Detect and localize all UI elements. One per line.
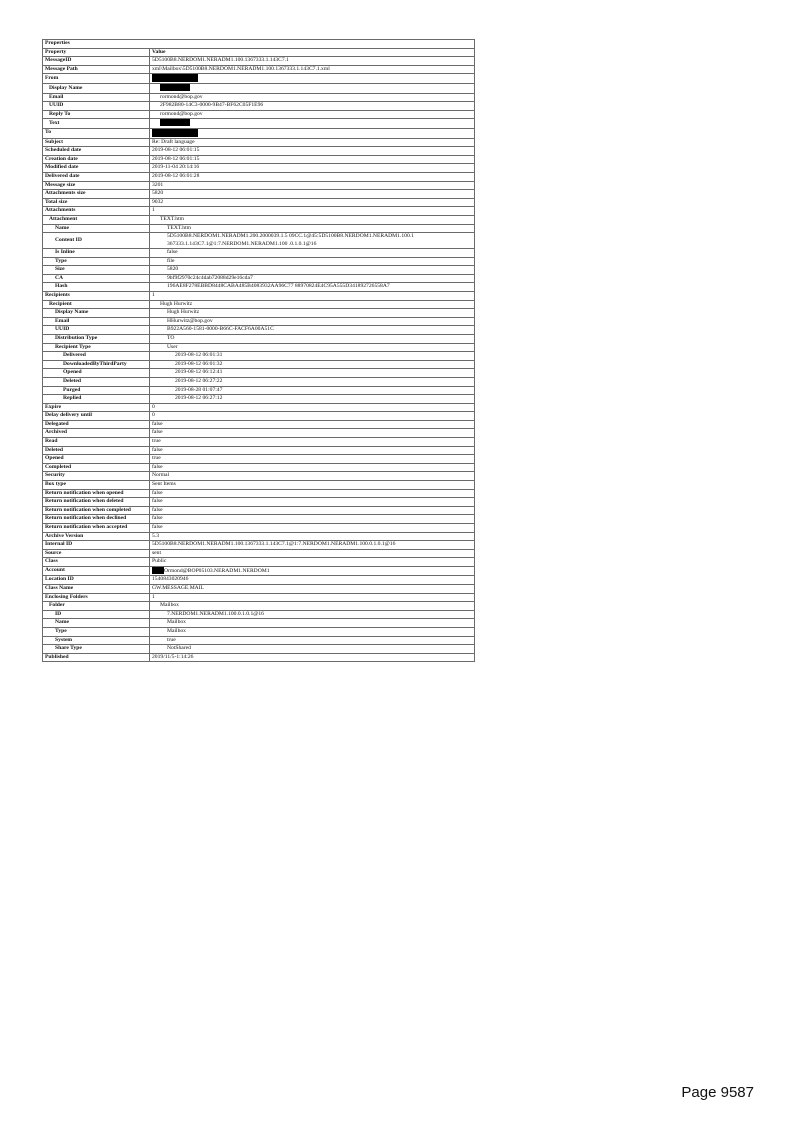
- table-row: [43, 343, 475, 352]
- property-label: Internal ID: [43, 541, 150, 550]
- table-row: [43, 93, 475, 102]
- property-value: false: [150, 446, 475, 455]
- table-row: [43, 619, 475, 628]
- property-value: Hugh Hurwitz: [150, 300, 475, 309]
- property-label: ID: [43, 610, 150, 619]
- property-value: 5D5100B8.NERDOM1.NERADM1.200.2000039.1.5 09CC.1@45:5D5100B8.NERDOM1.NERADM1.100.1 367333.1.143C7.1@1:7.NERDOM1.NERADM1.100 .0.1.0.1@16: [150, 233, 475, 249]
- property-label: Text: [43, 119, 150, 128]
- table-row: [43, 128, 475, 138]
- property-value: 7.NERDOM1.NERADM1.100.0.1.0.1@16: [150, 610, 475, 619]
- property-label: Folder: [43, 602, 150, 611]
- property-value: 3201: [150, 181, 475, 190]
- table-row: [43, 610, 475, 619]
- table-row: [43, 102, 475, 111]
- table-row: [43, 283, 475, 292]
- property-value: [150, 74, 475, 84]
- property-label: Return notification when accepted: [43, 524, 150, 533]
- property-label: Email: [43, 93, 150, 102]
- property-value: false: [150, 489, 475, 498]
- property-label: Completed: [43, 463, 150, 472]
- property-value: Normal: [150, 472, 475, 481]
- property-value: 0: [150, 412, 475, 421]
- table-row: [43, 309, 475, 318]
- property-value: TEXT.htm: [150, 216, 475, 225]
- table-row: [43, 119, 475, 128]
- property-label: Return notification when opened: [43, 489, 150, 498]
- property-label: Share Type: [43, 645, 150, 654]
- property-value: false: [150, 429, 475, 438]
- property-value: 2019/11/5-1:14:26: [150, 653, 475, 662]
- table-row: [43, 506, 475, 515]
- property-label: Attachment: [43, 216, 150, 225]
- property-label: Security: [43, 472, 150, 481]
- table-row: [43, 74, 475, 84]
- table-row: [43, 249, 475, 258]
- table-row: [43, 636, 475, 645]
- table-row: [43, 429, 475, 438]
- property-label: Enclosing Folders: [43, 593, 150, 602]
- property-label: Return notification when completed: [43, 506, 150, 515]
- redaction-block: [152, 129, 198, 137]
- property-value: B922A560-1581-0000-B66C-FACF6A00A51C: [150, 326, 475, 335]
- property-value: [150, 84, 475, 93]
- table-row: [43, 532, 475, 541]
- property-label: Is Inline: [43, 249, 150, 258]
- property-value: false: [150, 498, 475, 507]
- table-row: [43, 224, 475, 233]
- redaction-block: [152, 567, 164, 574]
- property-value: [150, 128, 475, 138]
- property-label: Total size: [43, 198, 150, 207]
- property-value: 1: [150, 207, 475, 216]
- property-value: HHurwitz@bop.gov: [150, 317, 475, 326]
- property-value: 2019-08-12 06:01:28: [150, 173, 475, 182]
- property-label: Class Name: [43, 584, 150, 593]
- property-label: Message size: [43, 181, 150, 190]
- property-value: 1: [150, 593, 475, 602]
- property-label: Archived: [43, 429, 150, 438]
- table-row: [43, 472, 475, 481]
- table-row: [43, 352, 475, 361]
- property-label: Attachments size: [43, 190, 150, 199]
- property-label: Archive Version: [43, 532, 150, 541]
- table-row: [43, 515, 475, 524]
- property-value: GW.MESSAGE.MAIL: [150, 584, 475, 593]
- table-row: [43, 317, 475, 326]
- property-label: Return notification when deleted: [43, 498, 150, 507]
- table-row: [43, 438, 475, 447]
- table-row: [43, 549, 475, 558]
- properties-table-body: [43, 40, 475, 662]
- property-label: Size: [43, 266, 150, 275]
- property-value: rormond@bop.gov: [150, 93, 475, 102]
- property-value: 5D5100B8.NERDOM1.NERADM1.100.1367333.1.143C7.1: [150, 57, 475, 66]
- property-label: UUID: [43, 326, 150, 335]
- property-label: Message Path: [43, 65, 150, 74]
- table-row: [43, 198, 475, 207]
- table-row: [43, 558, 475, 567]
- table-row: [43, 334, 475, 343]
- property-label: Hash: [43, 283, 150, 292]
- table-row: [43, 84, 475, 93]
- property-value: [150, 119, 475, 128]
- property-value: Public: [150, 558, 475, 567]
- redaction-block: [152, 74, 198, 82]
- property-value: TO: [150, 334, 475, 343]
- property-value: false: [150, 515, 475, 524]
- property-value: 2019-08-12 06:01:15: [150, 147, 475, 156]
- property-label: Source: [43, 549, 150, 558]
- property-label: Box type: [43, 481, 150, 490]
- table-row: [43, 602, 475, 611]
- property-value: [150, 566, 475, 575]
- table-row: [43, 110, 475, 119]
- property-value: Mailbox: [150, 627, 475, 636]
- property-label: Display Name: [43, 309, 150, 318]
- property-value: 2F982B80-14C3-0000-9B47-BF62C05F1E96: [150, 102, 475, 111]
- table-row: [43, 576, 475, 585]
- table-row: [43, 420, 475, 429]
- property-value: Sent Items: [150, 481, 475, 490]
- table-row: [43, 326, 475, 335]
- property-value: file: [150, 257, 475, 266]
- property-label: Account: [43, 566, 150, 575]
- table-row: [43, 369, 475, 378]
- property-value: 5820: [150, 190, 475, 199]
- table-row: [43, 190, 475, 199]
- property-label: Email: [43, 317, 150, 326]
- table-row: [43, 455, 475, 464]
- property-value: 2019-08-12 06:27:12: [150, 395, 475, 404]
- property-label: Delay delivery until: [43, 412, 150, 421]
- property-value: 5.3: [150, 532, 475, 541]
- property-label: Modified date: [43, 164, 150, 173]
- table-row: [43, 541, 475, 550]
- table-row: [43, 627, 475, 636]
- property-label: Scheduled date: [43, 147, 150, 156]
- property-label: Name: [43, 224, 150, 233]
- header-property: Property: [43, 48, 150, 57]
- property-value: 2019-08-12 06:01:31: [150, 352, 475, 361]
- table-row: [43, 653, 475, 662]
- property-label: System: [43, 636, 150, 645]
- property-value: 9bf9f2970c24c4dab72088d29e16cda7: [150, 274, 475, 283]
- property-label: Purged: [43, 386, 150, 395]
- property-label: Name: [43, 619, 150, 628]
- property-label: Display Name: [43, 84, 150, 93]
- property-label: Replied: [43, 395, 150, 404]
- page-number: Page 9587: [681, 1084, 754, 1101]
- property-value: TEXT.htm: [150, 224, 475, 233]
- table-row: [43, 155, 475, 164]
- table-row: [43, 147, 475, 156]
- table-header-row: [43, 48, 475, 57]
- property-value: Hugh Hurwitz: [150, 309, 475, 318]
- table-row: [43, 266, 475, 275]
- property-label: Delegated: [43, 420, 150, 429]
- redaction-block: [160, 84, 190, 91]
- property-label: Location ID: [43, 576, 150, 585]
- table-row: [43, 377, 475, 386]
- table-row: [43, 524, 475, 533]
- property-label: Recipients: [43, 291, 150, 300]
- property-label: Recipient Type: [43, 343, 150, 352]
- property-value: 2019-08-28 01:07:47: [150, 386, 475, 395]
- table-row: [43, 207, 475, 216]
- property-label: Delivered: [43, 352, 150, 361]
- property-value: false: [150, 506, 475, 515]
- property-value: 2019-11-04 20:14:16: [150, 164, 475, 173]
- table-row: [43, 593, 475, 602]
- property-value: 1: [150, 291, 475, 300]
- property-label: DownloadedByThirdParty: [43, 360, 150, 369]
- property-value: false: [150, 249, 475, 258]
- table-row: [43, 181, 475, 190]
- table-row: [43, 645, 475, 654]
- property-value: xml\Mailbox\5D5100B8.NERDOM1.NERADM1.100.1367333.1.143C7.1.xml: [150, 65, 475, 74]
- property-value: NotShared: [150, 645, 475, 654]
- table-title-row: [43, 40, 475, 49]
- property-label: Attachments: [43, 207, 150, 216]
- table-row: [43, 360, 475, 369]
- table-row: [43, 584, 475, 593]
- property-value: Mailbox: [150, 602, 475, 611]
- property-value: Re: Draft language: [150, 138, 475, 147]
- table-row: [43, 489, 475, 498]
- properties-table: [42, 39, 475, 662]
- property-value: User: [150, 343, 475, 352]
- table-title: Properties: [43, 40, 475, 49]
- property-label: Deleted: [43, 446, 150, 455]
- property-label: Class: [43, 558, 150, 567]
- property-label: Content ID: [43, 233, 150, 249]
- table-row: [43, 412, 475, 421]
- table-row: [43, 138, 475, 147]
- property-label: MessageID: [43, 57, 150, 66]
- property-value: 2019-08-12 06:12:41: [150, 369, 475, 378]
- property-label: Subject: [43, 138, 150, 147]
- property-value: 9032: [150, 198, 475, 207]
- table-row: [43, 164, 475, 173]
- property-value: rormond@bop.gov: [150, 110, 475, 119]
- property-value: true: [150, 636, 475, 645]
- property-value: 0: [150, 403, 475, 412]
- property-value: 1540843020946: [150, 576, 475, 585]
- property-value: true: [150, 455, 475, 464]
- table-row: [43, 481, 475, 490]
- property-value: 2019-08-12 06:27:22: [150, 377, 475, 386]
- property-label: Expire: [43, 403, 150, 412]
- table-row: [43, 498, 475, 507]
- property-label: Opened: [43, 455, 150, 464]
- table-row: [43, 274, 475, 283]
- property-label: Recipient: [43, 300, 150, 309]
- property-label: Delivered date: [43, 173, 150, 182]
- property-label: Type: [43, 257, 150, 266]
- table-row: [43, 173, 475, 182]
- redaction-block: [160, 119, 190, 126]
- property-value: 5D5100B8.NERDOM1.NERADM1.100.1367333.1.143C7.1@1:7.NERDOM1.NERADM1.100.0.1.0.1@16: [150, 541, 475, 550]
- property-value: true: [150, 438, 475, 447]
- property-value: 196AE8F278EBBD8448CABA485B4083932AA96C77 88970824E4C95A555D341892726558A7: [150, 283, 475, 292]
- property-label: Reply To: [43, 110, 150, 119]
- table-row: [43, 257, 475, 266]
- table-row: [43, 216, 475, 225]
- property-label: UUID: [43, 102, 150, 111]
- property-value: Mailbox: [150, 619, 475, 628]
- property-label: Deleted: [43, 377, 150, 386]
- property-label: To: [43, 128, 150, 138]
- property-value: 2019-08-12 06:01:15: [150, 155, 475, 164]
- property-value: sent: [150, 549, 475, 558]
- property-label: Opened: [43, 369, 150, 378]
- table-row: [43, 57, 475, 66]
- table-row: [43, 291, 475, 300]
- table-row: [43, 233, 475, 249]
- table-row: [43, 463, 475, 472]
- property-label: Published: [43, 653, 150, 662]
- table-row: [43, 65, 475, 74]
- property-value: 2019-08-12 06:01:32: [150, 360, 475, 369]
- property-value: false: [150, 524, 475, 533]
- property-value: false: [150, 420, 475, 429]
- table-row: [43, 403, 475, 412]
- table-row: [43, 566, 475, 575]
- property-label: Return notification when declined: [43, 515, 150, 524]
- property-value: false: [150, 463, 475, 472]
- property-label: Creation date: [43, 155, 150, 164]
- table-row: [43, 300, 475, 309]
- property-label: From: [43, 74, 150, 84]
- property-label: Type: [43, 627, 150, 636]
- table-row: [43, 446, 475, 455]
- header-value: Value: [150, 48, 475, 57]
- property-label: Distribution Type: [43, 334, 150, 343]
- table-row: [43, 386, 475, 395]
- property-label: CA: [43, 274, 150, 283]
- property-value-text: Ormond@BOP05103.NERADM1.NERDOM1: [164, 567, 270, 574]
- property-value: 5820: [150, 266, 475, 275]
- table-row: [43, 395, 475, 404]
- property-label: Read: [43, 438, 150, 447]
